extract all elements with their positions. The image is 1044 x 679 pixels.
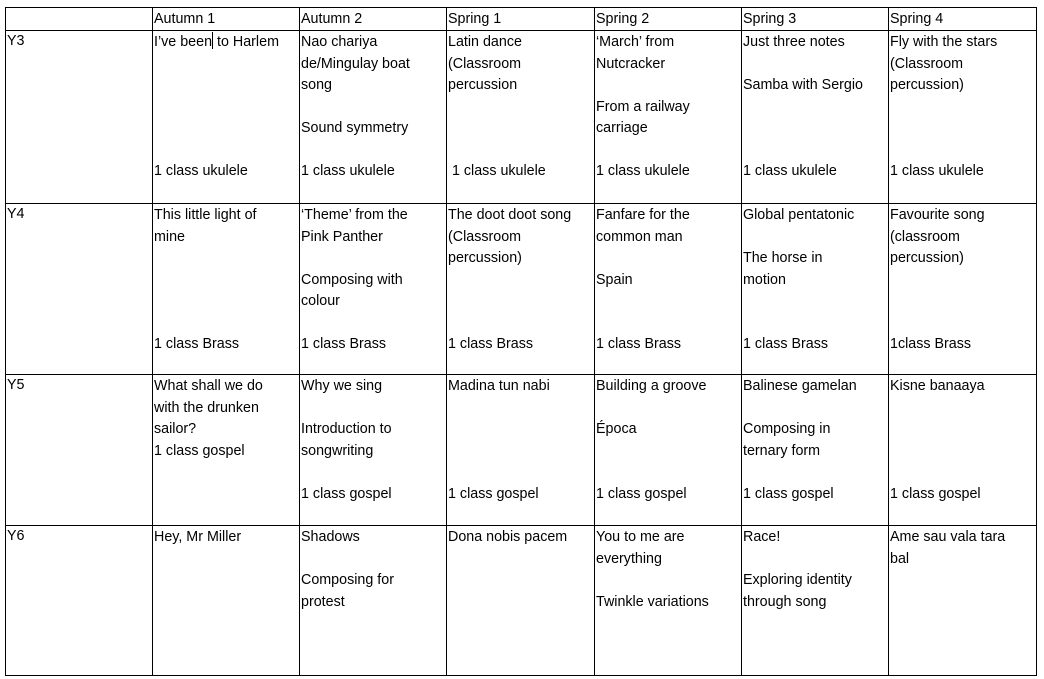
cell-line: Twinkle variations: [596, 593, 709, 610]
cell-line: [743, 462, 888, 484]
cell-line: [154, 248, 299, 270]
table-cell[interactable]: [447, 526, 595, 676]
cell-line: [890, 398, 1036, 420]
header-corner-cell[interactable]: [6, 8, 153, 31]
cell-line: [743, 118, 888, 140]
table-cell[interactable]: [742, 204, 889, 375]
cell-line: [448, 441, 594, 463]
cell-line: [596, 248, 741, 270]
cell-line: percussion): [890, 77, 964, 93]
cell-line: protest: [301, 593, 345, 610]
cell-line: [301, 549, 446, 571]
cell-line: [890, 140, 1036, 162]
cell-line: Race!: [743, 529, 781, 545]
cell-line: [890, 419, 1036, 441]
cell-line: Just three notes: [743, 34, 845, 50]
cell-line: [890, 118, 1036, 140]
cell-line: Fly with the stars: [890, 34, 998, 50]
cell-line: Spain: [596, 271, 633, 288]
table-cell[interactable]: [889, 31, 1037, 204]
cell-line: [154, 118, 299, 140]
cell-line: [448, 118, 594, 140]
table-row: [6, 31, 1037, 204]
table-cell[interactable]: [447, 31, 595, 204]
cell-line: 1 class ukulele: [596, 163, 690, 179]
column-header[interactable]: Autumn 2: [300, 8, 447, 31]
cell-line: [154, 313, 299, 335]
cell-line: [448, 291, 594, 313]
table-cell[interactable]: [300, 526, 447, 676]
table-cell[interactable]: [300, 375, 447, 526]
table-cell[interactable]: [153, 526, 300, 676]
cell-line: [596, 441, 741, 463]
table-cell[interactable]: [889, 526, 1037, 676]
column-header[interactable]: Spring 4: [889, 8, 1037, 31]
cell-line: Fanfare for the: [596, 207, 690, 223]
cell-line: Exploring identity: [743, 572, 852, 588]
cell-line: Ame sau vala tara: [890, 529, 1006, 545]
cell-line: colour: [301, 293, 340, 309]
cell-line: (Classroom: [890, 55, 964, 72]
cell-line: [448, 419, 594, 441]
cell-line: percussion): [448, 250, 522, 266]
cell-line: [743, 549, 888, 571]
cell-line: [301, 398, 446, 420]
cell-line: percussion): [890, 250, 964, 266]
cell-line: 1 class Brass: [743, 336, 829, 352]
cell-line: 1class Brass: [890, 336, 972, 352]
cell-line: 1 class ukulele: [154, 163, 248, 179]
text-cursor: [212, 32, 213, 49]
year-cell[interactable]: [6, 375, 153, 526]
curriculum-table: [5, 7, 1037, 676]
cell-line: [743, 313, 888, 335]
cell-line: 1 class gospel: [154, 442, 245, 459]
year-cell[interactable]: [6, 204, 153, 375]
table-cell[interactable]: [595, 375, 742, 526]
table-cell[interactable]: [742, 526, 889, 676]
table-cell[interactable]: [447, 375, 595, 526]
cell-line: Balinese gamelan: [743, 378, 857, 394]
cell-line: ‘Theme’ from the: [301, 207, 408, 223]
table-cell[interactable]: [595, 526, 742, 676]
cell-line: [154, 140, 299, 162]
table-cell[interactable]: [300, 204, 447, 375]
cell-line: Latin dance: [448, 34, 522, 50]
cell-line: [301, 462, 446, 484]
cell-line: [448, 398, 594, 420]
cell-line: 1 class ukulele: [890, 163, 984, 179]
year-label: Y6: [7, 528, 25, 544]
year-label: Y5: [7, 377, 25, 393]
cell-line: [890, 441, 1036, 463]
cell-line: You to me are: [596, 529, 685, 545]
cell-line: Dona nobis pacem: [448, 529, 568, 545]
cell-line: 1 class gospel: [301, 485, 392, 502]
cell-line: mine: [154, 228, 185, 245]
cell-line: [743, 54, 888, 76]
cell-line: Sound symmetry: [301, 120, 409, 136]
cell-line: [154, 75, 299, 97]
cell-line: [596, 140, 741, 162]
cell-line: This little light of: [154, 207, 257, 223]
table-cell[interactable]: [742, 375, 889, 526]
table-row: [6, 526, 1037, 676]
cell-line: 1 class gospel: [448, 485, 539, 502]
table-cell[interactable]: [889, 375, 1037, 526]
cell-line: 1 class Brass: [154, 336, 240, 352]
cell-line: [890, 462, 1036, 484]
cell-line: Composing in: [743, 421, 831, 437]
cell-line: [596, 398, 741, 420]
cell-line: [743, 140, 888, 162]
cell-line: (Classroom: [448, 55, 522, 72]
table-cell[interactable]: [889, 204, 1037, 375]
cell-line: [596, 75, 741, 97]
cell-line: [890, 97, 1036, 119]
cell-line: Pink Panther: [301, 228, 383, 245]
cell-line: [743, 398, 888, 420]
cell-line: The doot doot song: [448, 207, 572, 223]
table-cell[interactable]: [742, 31, 889, 204]
cell-line: Hey, Mr Miller: [154, 529, 242, 545]
cell-line: [596, 462, 741, 484]
cell-line: sailor?: [154, 421, 197, 437]
cell-line: Samba with Sergio: [743, 77, 863, 93]
table-cell[interactable]: [595, 204, 742, 375]
cell-line: The horse in: [743, 250, 823, 266]
cell-line: [301, 248, 446, 270]
cell-line: everything: [596, 550, 662, 567]
cell-line: [890, 270, 1036, 292]
table-cell[interactable]: [447, 204, 595, 375]
column-header[interactable]: Autumn 1: [153, 8, 300, 31]
table-cell[interactable]: [153, 375, 300, 526]
year-cell[interactable]: [6, 526, 153, 676]
cell-line: 1 class ukulele: [448, 163, 546, 179]
cell-line: percussion: [448, 77, 518, 93]
table-cell[interactable]: [595, 31, 742, 204]
cell-line: [301, 313, 446, 335]
cell-line: with the drunken: [154, 399, 259, 416]
cell-line: Introduction to: [301, 421, 392, 437]
cell-line: 1 class ukulele: [301, 163, 395, 179]
cell-line: Época: [596, 421, 637, 437]
cell-line: 1 class Brass: [596, 336, 682, 352]
cell-line: de/Mingulay boat: [301, 55, 410, 72]
cell-line: song: [301, 77, 333, 93]
cell-line: Building a groove: [596, 378, 707, 394]
cell-line: [154, 291, 299, 313]
table-cell[interactable]: [153, 204, 300, 375]
cell-line: 1 class gospel: [890, 485, 981, 502]
cell-line: Favourite song: [890, 207, 985, 223]
cell-line: [448, 97, 594, 119]
cell-line: [743, 227, 888, 249]
cell-line: [154, 54, 299, 76]
year-cell[interactable]: [6, 31, 153, 204]
cell-line: motion: [743, 271, 786, 288]
cell-line: [154, 270, 299, 292]
column-header[interactable]: Spring 2: [595, 8, 742, 31]
cell-line: [448, 270, 594, 292]
cell-line: Global pentatonic: [743, 207, 855, 223]
cell-line: songwriting: [301, 442, 374, 459]
cell-line: Why we sing: [301, 378, 383, 394]
year-label: Y3: [7, 33, 25, 49]
cell-line: Madina tun nabi: [448, 378, 550, 394]
cell-line: [448, 140, 594, 162]
table-cell[interactable]: [300, 31, 447, 204]
table-cell[interactable]: [153, 31, 300, 204]
cell-line: (Classroom: [448, 228, 522, 245]
cell-line: Shadows: [301, 529, 360, 545]
cell-line: through song: [743, 593, 827, 610]
cell-line: From a railway: [596, 98, 690, 115]
cell-line: [890, 291, 1036, 313]
cell-line: common man: [596, 228, 683, 245]
cell-line: (classroom: [890, 228, 960, 245]
column-header[interactable]: Spring 1: [447, 8, 595, 31]
cell-line: [596, 313, 741, 335]
cell-line: 1 class gospel: [743, 485, 834, 502]
table-row: [6, 204, 1037, 375]
cell-line: 1 class ukulele: [743, 163, 837, 179]
cell-line: ‘March’ from: [596, 34, 675, 50]
column-header[interactable]: Spring 3: [742, 8, 889, 31]
cell-line: [301, 140, 446, 162]
cell-line: [596, 570, 741, 592]
cell-line: bal: [890, 550, 910, 567]
cell-line: [743, 97, 888, 119]
cell-line: [154, 97, 299, 119]
header-row: [6, 8, 1037, 31]
cell-line: [743, 291, 888, 313]
cell-line: Kisne banaaya: [890, 378, 985, 394]
cell-line: Composing with: [301, 271, 403, 288]
cell-line: [596, 291, 741, 313]
cell-line: [448, 313, 594, 335]
year-label: Y4: [7, 206, 25, 222]
cell-line: 1 class Brass: [448, 336, 534, 352]
cell-line: 1 class Brass: [301, 336, 387, 352]
cell-line: [890, 313, 1036, 335]
cell-line: What shall we do: [154, 378, 263, 394]
cell-line: ternary form: [743, 442, 821, 459]
cell-line: [301, 97, 446, 119]
cell-line: Composing for: [301, 572, 394, 588]
cell-line: [448, 462, 594, 484]
cell-line: Nutcracker: [596, 55, 666, 72]
cell-line: Nao chariya: [301, 34, 378, 50]
cell-line: I’ve been to Harlem: [154, 34, 279, 50]
cell-line: carriage: [596, 120, 648, 136]
cell-line: 1 class gospel: [596, 485, 687, 502]
table-row: [6, 375, 1037, 526]
